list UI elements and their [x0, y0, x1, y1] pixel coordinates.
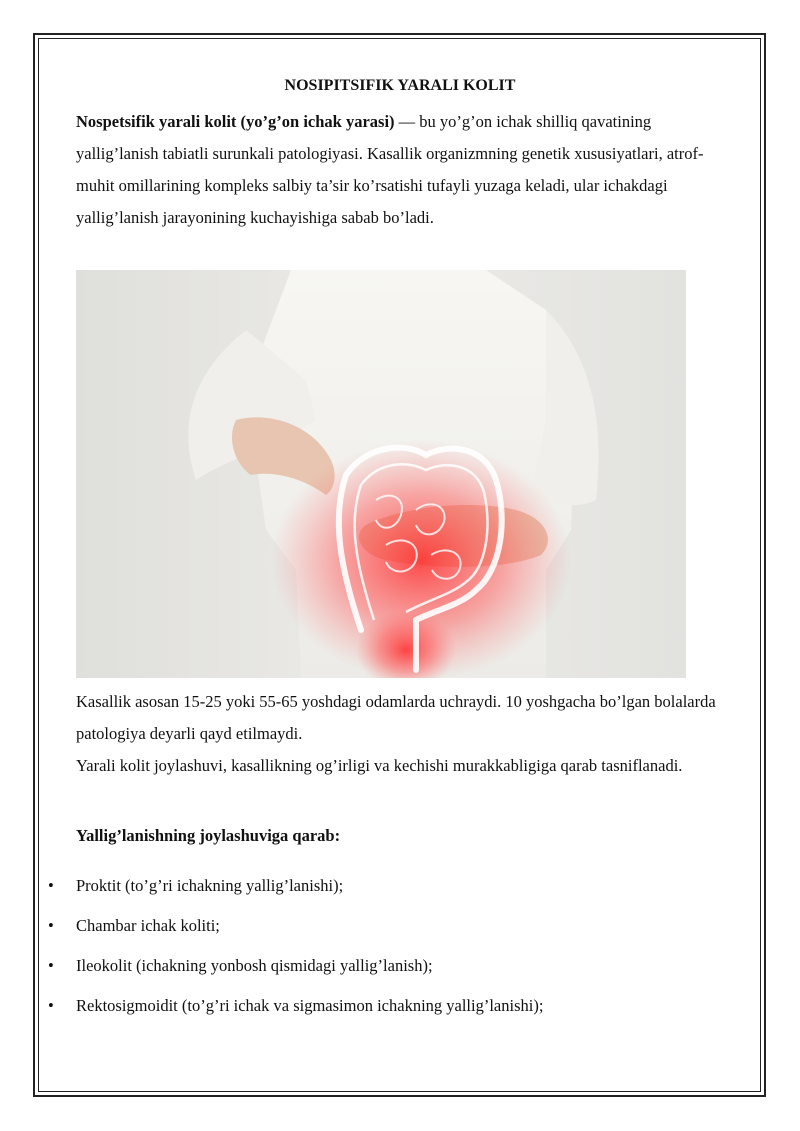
colitis-illustration-photo — [76, 270, 686, 678]
list-item — [0, 874, 543, 914]
bullet-icon: • — [48, 876, 54, 895]
list-item-text: Rektosigmoidit (to’g’ri ichak va sigmasimon ichakning yallig’lanishi); — [76, 996, 544, 1015]
intro-paragraph — [76, 106, 716, 234]
list-item-text: Chambar ichak koliti; — [76, 916, 220, 935]
intro-text: — bu yo’g’on ichak shilliq qavatining yallig’lanish tabiatli surunkali patologiyasi. Kasallik organizmning genetik xususiyatlari, atrof-muhit omillarining kompleks salbiy ta’sir ko’rsatishi tufayli yuzaga keladi, ular ichakdagi yallig’lanish jarayonining kuchayishiga sabab bo’ladi. — [76, 112, 704, 227]
intro-term: Nospetsifik yarali kolit (yo’g’on ichak yarasi) — [76, 112, 395, 131]
bullet-icon: • — [48, 996, 54, 1015]
list-item — [0, 994, 543, 1034]
bullet-icon: • — [48, 956, 54, 975]
list-item-text: Proktit (to’g’ri ichakning yallig’lanishi); — [76, 876, 344, 895]
document-title: NOSIPITSIFIK YARALI KOLIT — [284, 77, 516, 94]
person-with-colon-illustration — [76, 270, 686, 678]
age-paragraph: Kasallik asosan 15-25 yoki 55-65 yoshdagi odamlarda uchraydi. 10 yoshgacha bo’lgan bolalarda patologiya deyarli qayd etilmaydi. — [76, 692, 716, 743]
bullet-icon: • — [48, 916, 54, 935]
list-item — [0, 914, 543, 954]
section-subheading: Yallig’lanishning joylashuviga qarab: — [76, 826, 341, 845]
location-list — [0, 874, 543, 1034]
list-item — [0, 954, 543, 994]
list-item-text: Ileokolit (ichakning yonbosh qismidagi yallig’lanish); — [76, 956, 433, 975]
classification-paragraph: Yarali kolit joylashuvi, kasallikning og’irligi va kechishi murakkabligiga qarab tasniflanadi. — [76, 756, 683, 775]
